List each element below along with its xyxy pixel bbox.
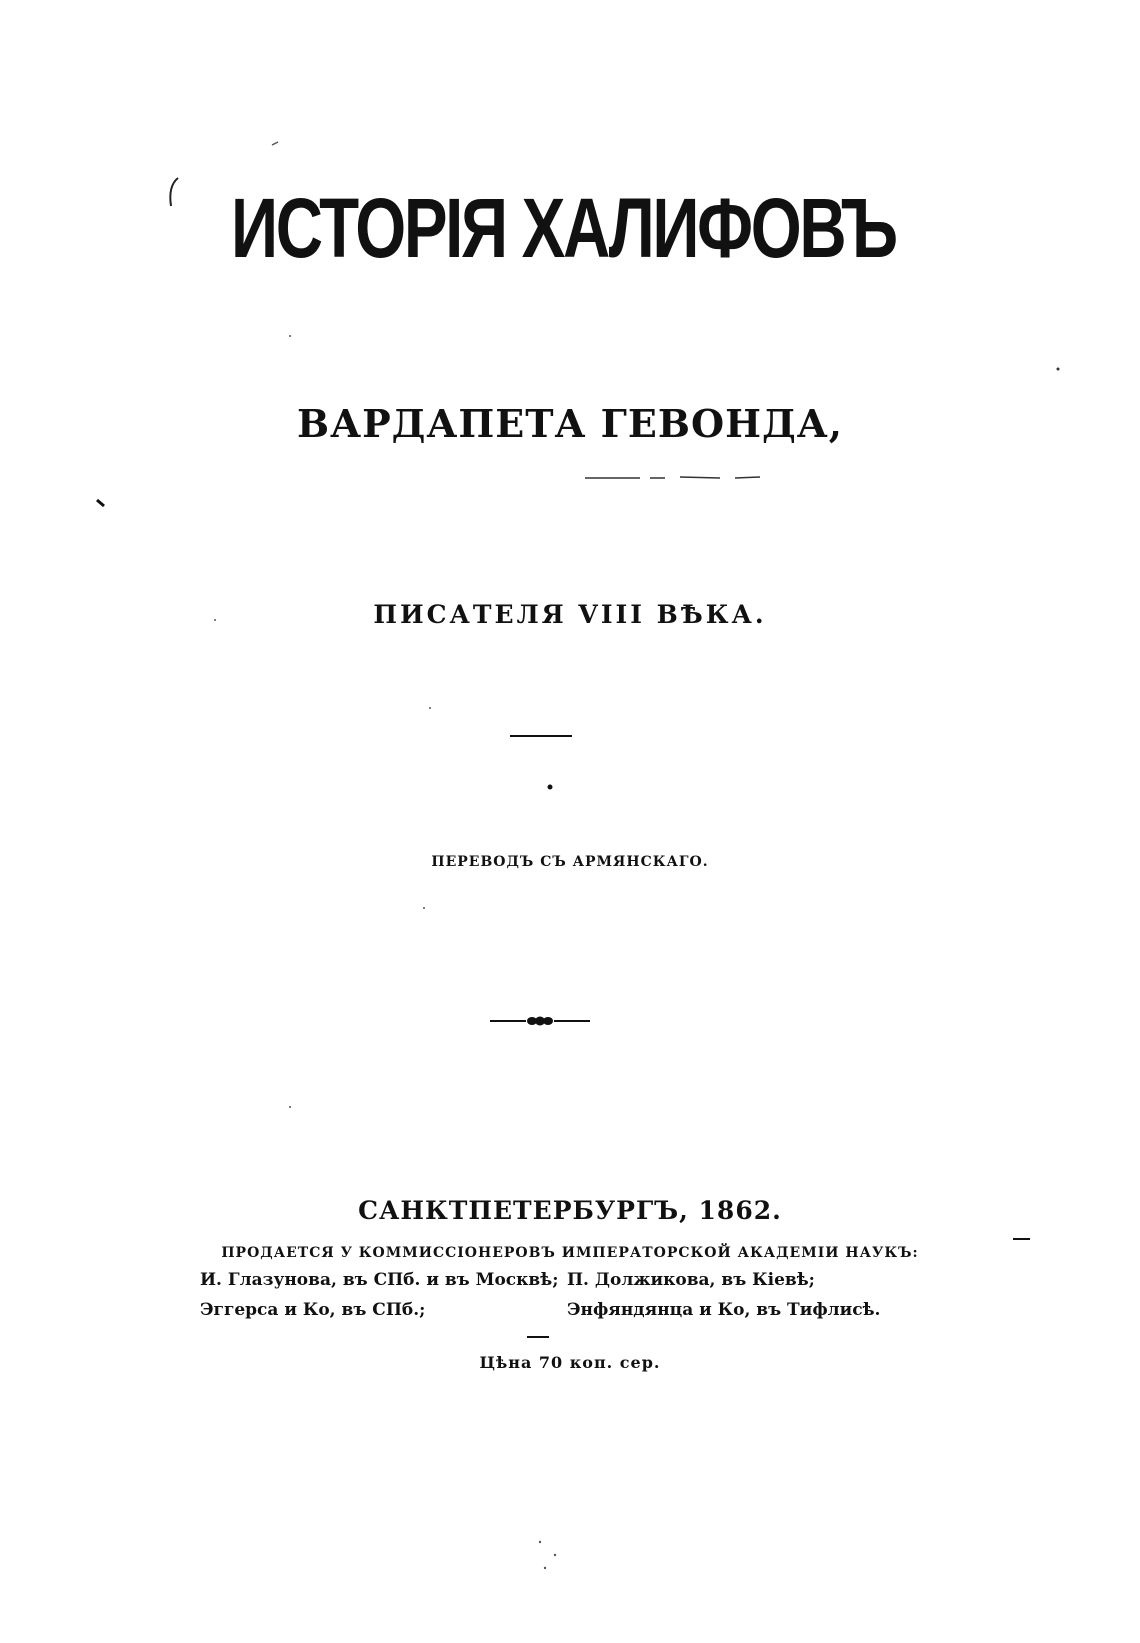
divider-rule (510, 735, 572, 737)
seller-dolzhikov: П. Должикова, въ Кіевѣ; (567, 1270, 815, 1290)
speck (539, 1541, 541, 1543)
book-title: ИСТОРІЯ ХАЛИФОВЪ (231, 181, 896, 275)
speck (429, 707, 431, 709)
price-line: Цѣна 70 коп. сер. (479, 1353, 661, 1372)
pencil-tick-mark (272, 142, 278, 145)
seller-eggers: Эггерса и Ко, въ СПб.; (200, 1300, 426, 1320)
imprint-city-year: САНКТПЕТЕРБУРГЪ, 1862. (358, 1196, 782, 1225)
ornament-divider-icon (490, 1014, 590, 1028)
speck (423, 907, 425, 909)
book-subtitle: ВАРДАПЕТА ГЕВОНДА, (297, 401, 843, 446)
pencil-underline-mark (585, 477, 760, 478)
speck (289, 1106, 291, 1108)
speck (289, 335, 291, 337)
translation-note: ПЕРЕВОДЪ СЪ АРМЯНСКАГО. (431, 854, 709, 870)
speck (1057, 368, 1060, 371)
speck (544, 1567, 546, 1569)
speck (548, 785, 553, 790)
seller-enfiadzhiants: Энфяндянца и Ко, въ Тифлисѣ. (567, 1300, 881, 1320)
imprint-sold-by: ПРОДАЕТСЯ У КОММИССІОНЕРОВЪ ИМПЕРАТОРСКОЙ АКАДЕМІИ НАУКЪ: (221, 1245, 919, 1261)
seller-glazunov: И. Глазунова, въ СПб. и въ Москвѣ; (200, 1270, 559, 1290)
speck (554, 1554, 556, 1556)
margin-mark (97, 500, 104, 506)
price-divider-rule (527, 1336, 549, 1338)
author-description: ПИСАТЕЛЯ VIII ВѢКА. (373, 600, 767, 629)
